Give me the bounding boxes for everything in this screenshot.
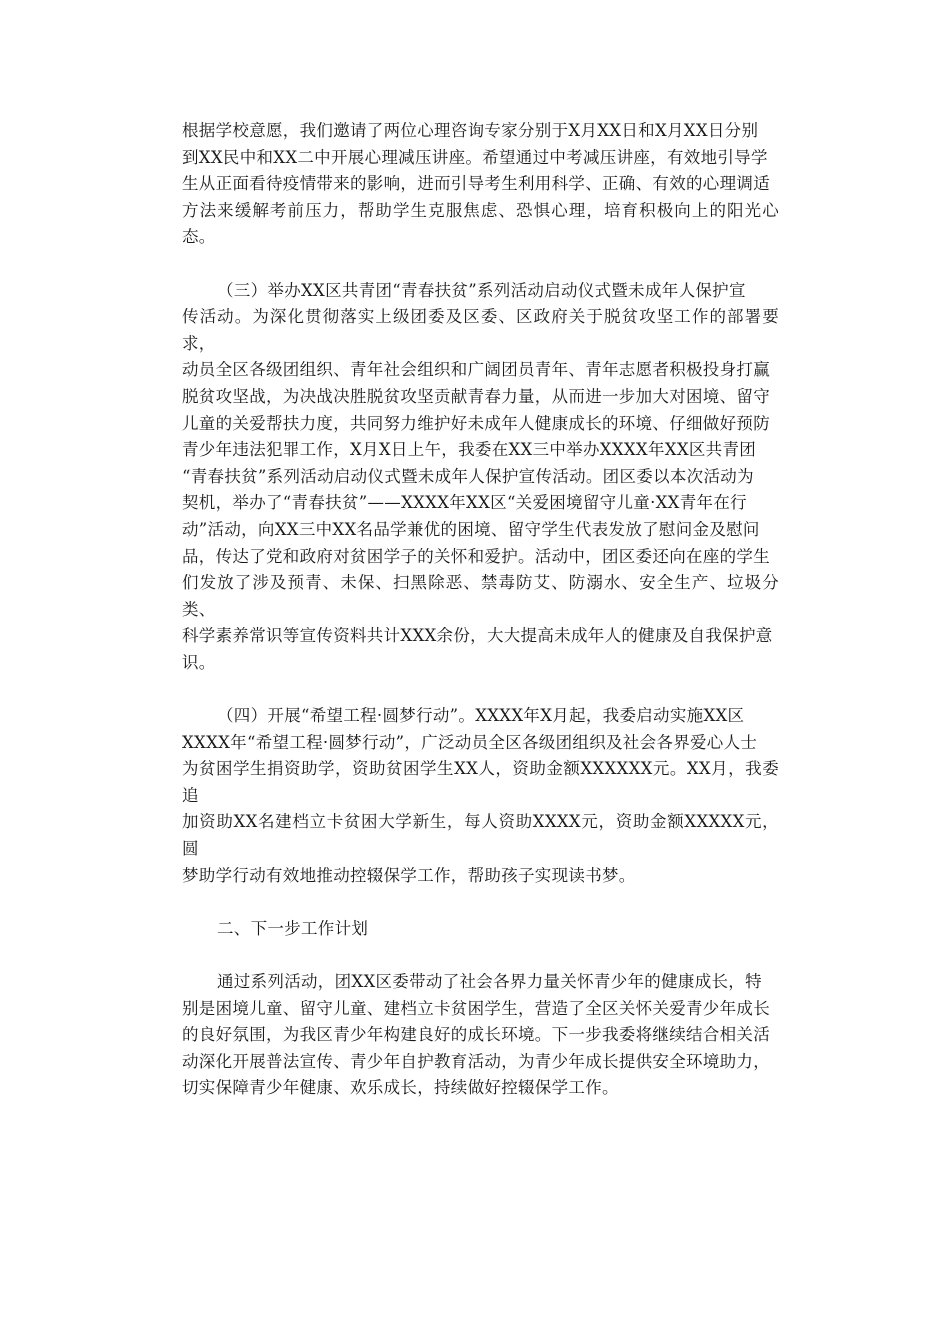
paragraph-spacer <box>182 251 779 278</box>
paragraph-youth-poverty-event: （三）举办XX区共青团“青春扶贫”系列活动启动仪式暨未成年人保护宣 传活动。为深化贯彻落实上级团委及区委、区政府关于脱贫攻坚工作的部署要求， 动员全区各级团组织、青年社会组织和广阔团员青年、青年志愿者积极投身打赢 脱贫攻坚战，为决战决胜脱贫攻坚贡献青春力量，从而进一步加大对困境、留守 儿童的关爱帮扶力度，共同努力维护好未成年人健康成长的环境、仔细做好预防 青少年违法犯罪工作，X月X日上午，我委在XX三中举办XXXX年XX区共青团 “青春扶贫”系列活动启动仪式暨未成年人保护宣传活动。团区委以本次活动为 契机，举办了“青春扶贫”——XXXX年XX区“关爱困境留守儿童·XX青年在行 动”活动，向XX三中XX名品学兼优的困境、留守学生代表发放了慰问金及慰问 品，传达了党和政府对贫困学子的关怀和爱护。活动中，团区委还向在座的学生 们发放了涉及预青、未保、扫黑除恶、禁毒防艾、防溺水、安全生产、垃圾分类、 科学素养常识等宣传资料共计XXX余份，大大提高未成年人的健康及自我保护意 识。 <box>182 280 779 672</box>
paragraph-spacer <box>182 676 779 703</box>
paragraph-spacer <box>182 942 779 969</box>
paragraph-psychology-lecture: 根据学校意愿，我们邀请了两位心理咨询专家分别于X月XX日和X月XX日分别 到XX民中和XX二中开展心理减压讲座。希望通过中考减压讲座，有效地引导学 生从正面看待疫情带来的影响，进而引导考生利用科学、正确、有效的心理调适 方法来缓解考前压力，帮助学生克服焦虑、恐惧心理，培育积极向上的阳光心态。 <box>182 121 779 247</box>
section-heading-next-steps: 二、下一步工作计划 <box>217 918 369 938</box>
paragraph-next-step-plan: 通过系列活动，团XX区委带动了社会各界力量关怀青少年的健康成长，特 别是困境儿童、留守儿童、建档立卡贫困学生，营造了全区关怀关爱青少年成长 的良好氛围，为我区青少年构建良好的成长环境。下一步我委将继续结合相关活 动深化开展普法宣传、青少年自护教育活动，为青少年成长提供安全环境助力， 切实保障青少年健康、欢乐成长，持续做好控辍保学工作。 <box>182 972 770 1098</box>
paragraph-hope-project: （四）开展“希望工程·圆梦行动”。XXXX年X月起，我委启动实施XX区 XXXX年“希望工程·圆梦行动”，广泛动员全区各级团组织及社会各界爱心人士 为贫困学生捐资助学，资助贫困学生XX人，资助金额XXXXXX元。XX月，我委追 加资助XX名建档立卡贫困大学新生，每人资助XXXX元，资助金额XXXXX元，圆 梦助学行动有效地推动控辍保学工作，帮助孩子实现读书梦。 <box>182 706 779 885</box>
document-body <box>182 118 779 1102</box>
paragraph-spacer <box>182 889 779 916</box>
